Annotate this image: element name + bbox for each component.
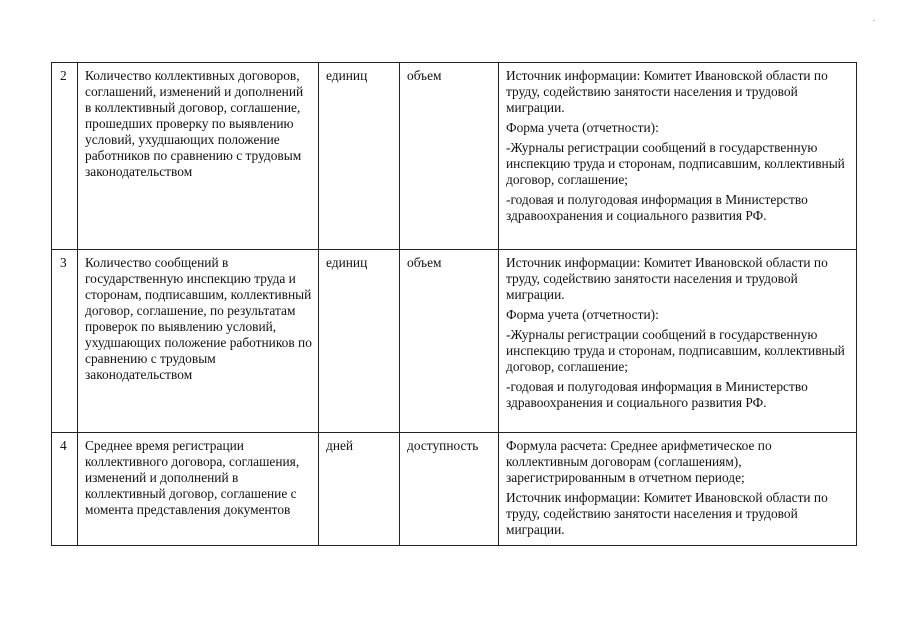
info-paragraph: Источник информации: Комитет Ивановской области по труду, содействию занятости населения и трудовой миграции. bbox=[506, 255, 828, 302]
info-source-cell bbox=[499, 433, 857, 546]
indicator-type: объем bbox=[400, 63, 499, 250]
info-paragraph: Источник информации: Комитет Ивановской области по труду, содействию занятости населения и трудовой миграции. bbox=[506, 68, 828, 115]
info-source-cell bbox=[499, 250, 857, 433]
info-paragraph: Источник информации: Комитет Ивановской области по труду, содействию занятости населения и трудовой миграции. bbox=[506, 490, 828, 537]
unit-of-measure: единиц bbox=[319, 63, 400, 250]
info-paragraph: -Журналы регистрации сообщений в государственную инспекцию труда и сторонам, подписавшим, коллективный договор, соглашение; bbox=[506, 140, 845, 187]
info-paragraph: -Журналы регистрации сообщений в государственную инспекцию труда и сторонам, подписавшим, коллективный договор, соглашение; bbox=[506, 327, 845, 374]
info-paragraph: Форма учета (отчетности): bbox=[506, 120, 659, 135]
info-paragraph: -годовая и полугодовая информация в Министерство здравоохранения и социального развития РФ. bbox=[506, 379, 808, 410]
table-row bbox=[52, 250, 857, 433]
indicator-type: объем bbox=[400, 250, 499, 433]
unit-of-measure: единиц bbox=[319, 250, 400, 433]
row-number: 3 bbox=[52, 250, 78, 433]
row-number: 2 bbox=[52, 63, 78, 250]
indicator-name: Среднее время регистрации коллективного договора, соглашения, изменений и дополнений в коллективный договор, соглашение с момента представления документов bbox=[78, 433, 319, 546]
info-paragraph: -годовая и полугодовая информация в Министерство здравоохранения и социального развития РФ. bbox=[506, 192, 808, 223]
table-row bbox=[52, 433, 857, 546]
indicator-name: Количество коллективных договоров, соглашений, изменений и дополнений в коллективный договор, соглашение, прошедших проверку по выявлению условий, ухудшающих положение работников по сравнению с трудовым законодательством bbox=[78, 63, 319, 250]
indicators-table bbox=[51, 62, 857, 546]
row-number: 4 bbox=[52, 433, 78, 546]
page-mark: . bbox=[873, 14, 875, 23]
info-paragraph: Форма учета (отчетности): bbox=[506, 307, 659, 322]
table-row bbox=[52, 63, 857, 250]
info-source-cell bbox=[499, 63, 857, 250]
unit-of-measure: дней bbox=[319, 433, 400, 546]
indicator-type: доступность bbox=[400, 433, 499, 546]
indicator-name: Количество сообщений в государственную инспекцию труда и сторонам, подписавшим, коллективный договор, соглашение, по результатам проверок по выявлению условий, ухудшающих положение работников по сравнению с трудовым законодательством bbox=[78, 250, 319, 433]
info-paragraph: Формула расчета: Среднее арифметическое по коллективным договорам (соглашениям), зарегистрированным в отчетном периоде; bbox=[506, 438, 772, 485]
